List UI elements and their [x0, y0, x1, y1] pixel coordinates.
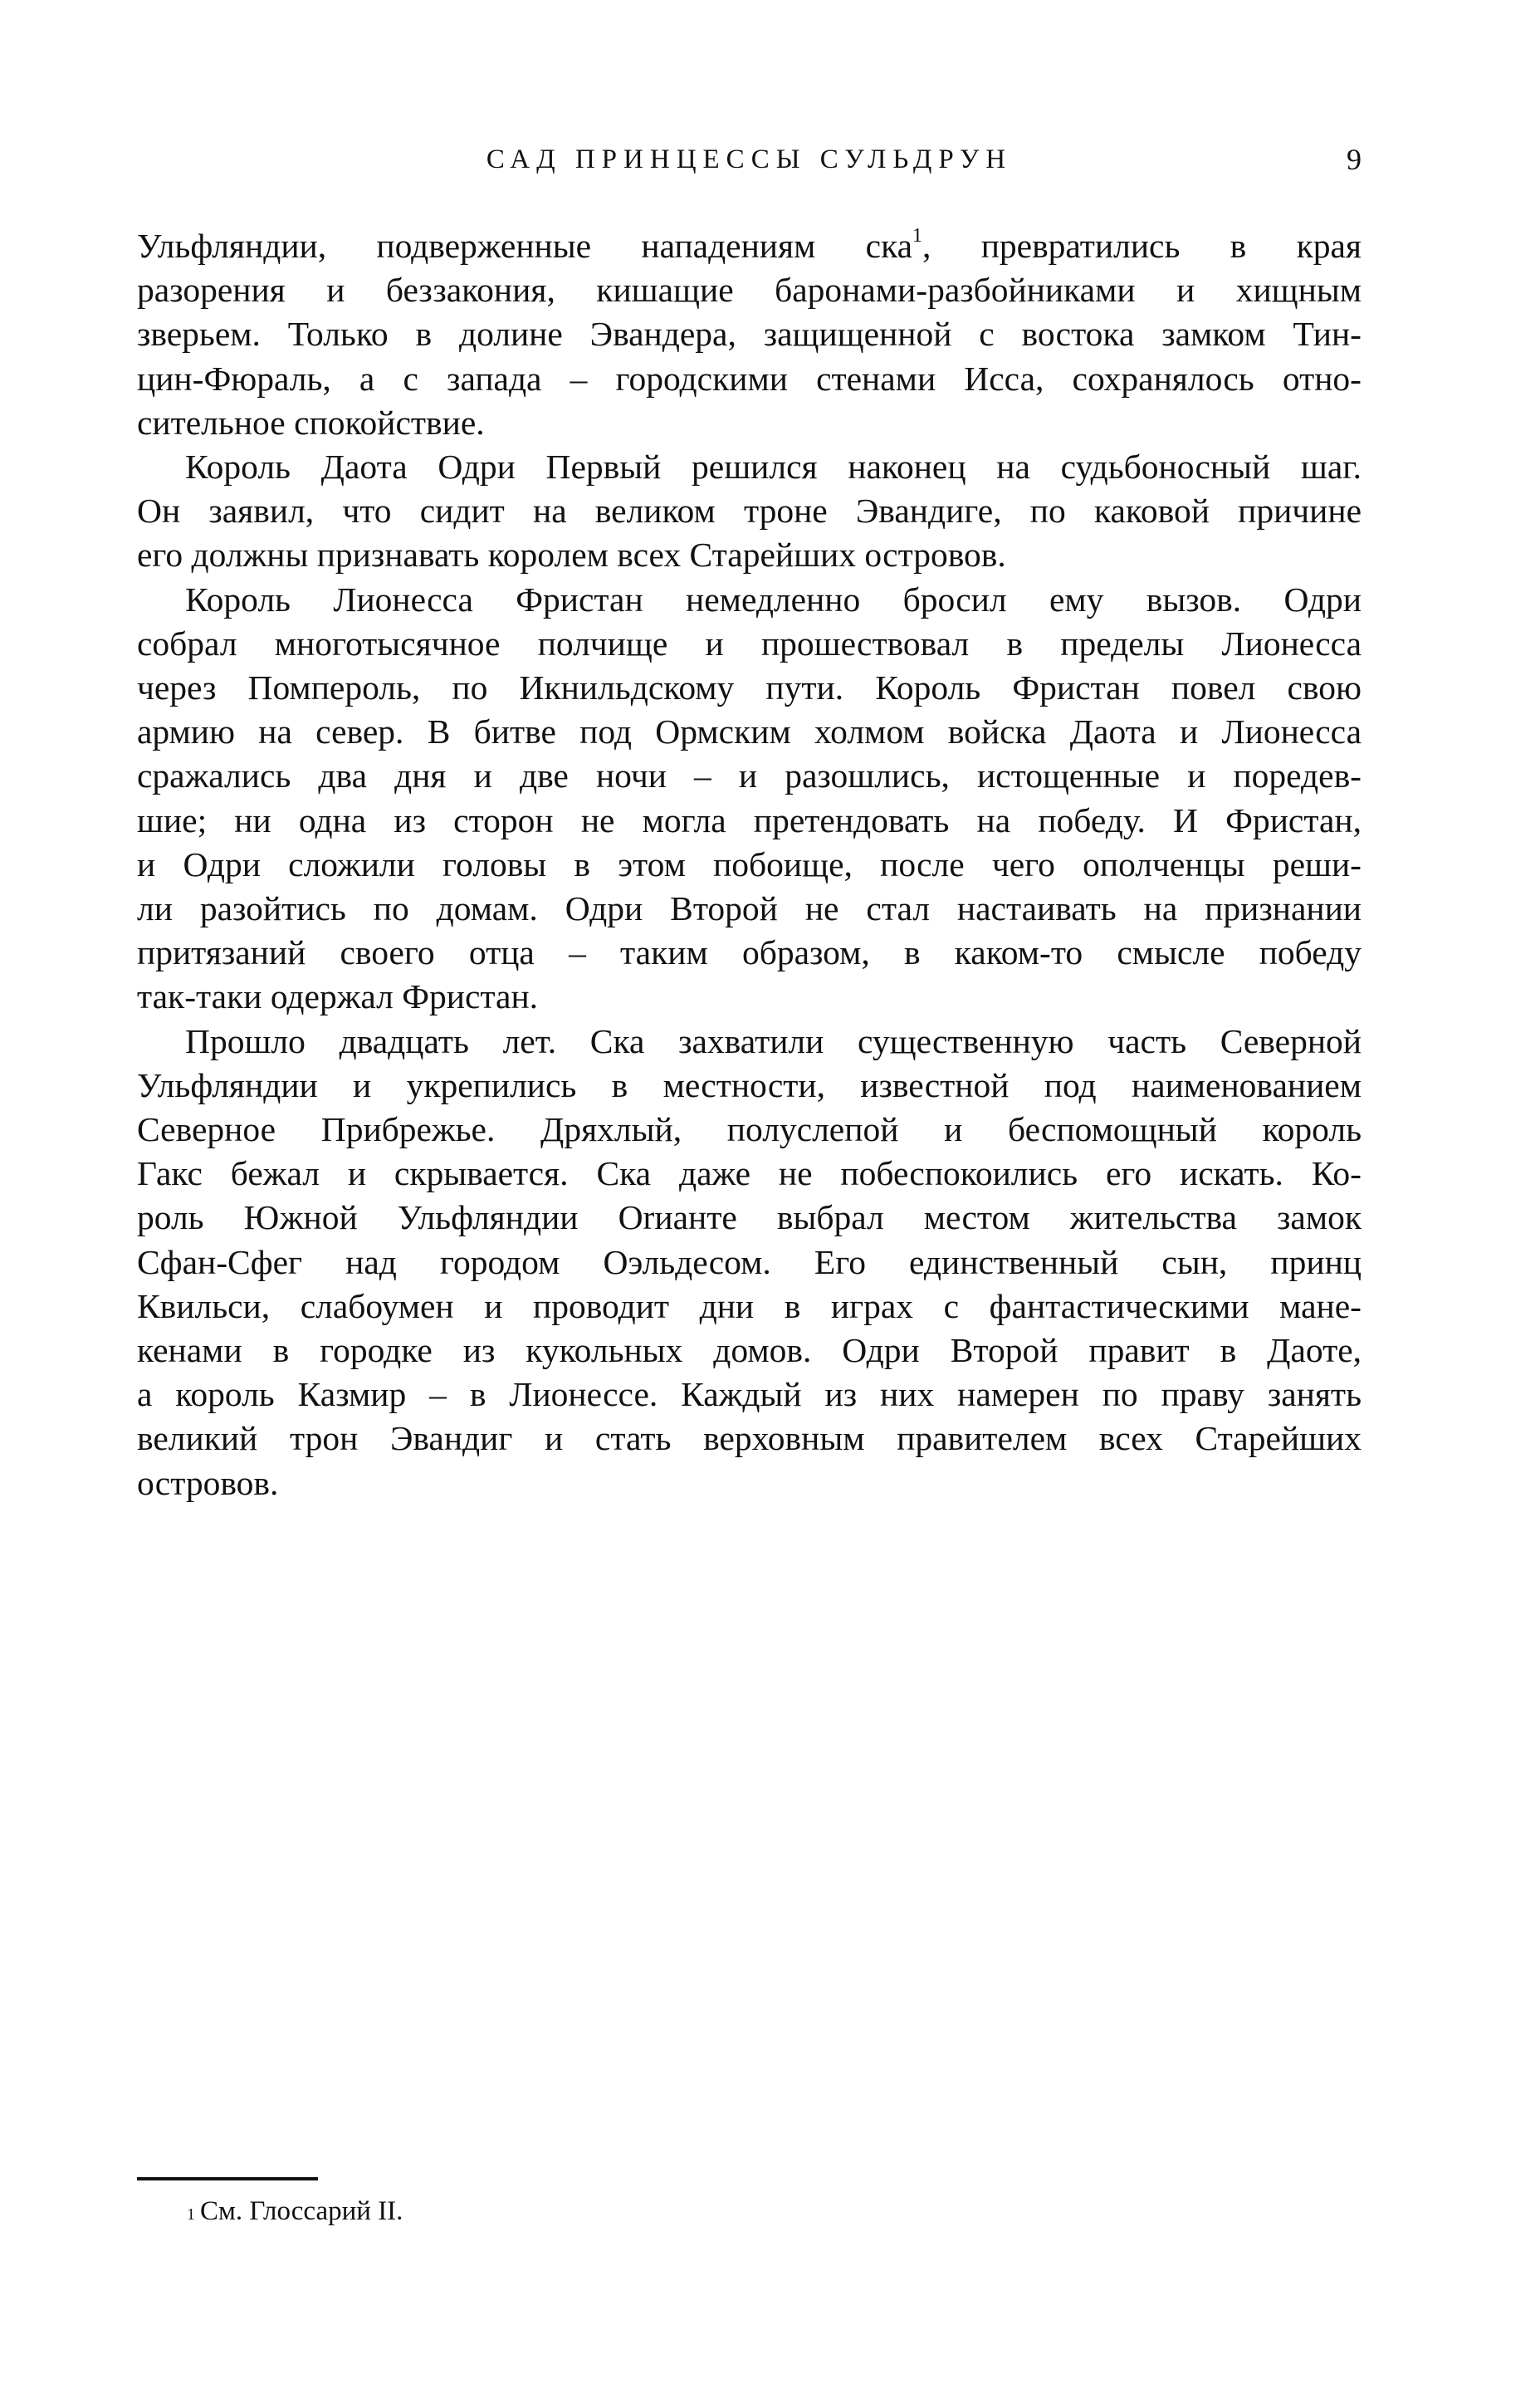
footnote-rule — [137, 2177, 318, 2180]
footnote-text: См. Глоссарий II. — [200, 2196, 403, 2226]
text-line: Ульфляндии и укрепились в местности, известной под наименованием — [137, 1065, 1362, 1104]
text-line: великий трон Эвандиг и стать верховным правителем всех Старейших — [137, 1419, 1362, 1458]
text-line: разорения и беззакония, кишащие баронами-разбойниками и хищным — [137, 271, 1362, 310]
text-fragment: , превратились в края — [922, 227, 1362, 265]
text-line: а король Казмир – в Лионессе. Каждый из них намерен по праву занять — [137, 1375, 1362, 1414]
text-line: Северное Прибрежье. Дряхлый, полуслепой и беспомощный король — [137, 1110, 1362, 1149]
text-line: армию на север. В битве под Ормским холмом войска Даота и Лионесса — [137, 712, 1362, 751]
text-line: через Помпероль, по Икнильдскому пути. Король Фристан повел свою — [137, 668, 1362, 707]
text-line: Король Лионесса Фристан немедленно бросил ему вызов. Одри — [185, 580, 1362, 619]
text-line: собрал многотысячное полчище и прошествовал в пределы Лионесса — [137, 624, 1362, 663]
paragraph-1 — [137, 224, 1362, 445]
text-line: притязаний своего отца – таким образом, в каком-то смысле победу — [137, 933, 1362, 972]
text-line: Гакс бежал и скрывается. Ска даже не побеспокоились его искать. Ко- — [137, 1154, 1362, 1193]
text-line: сражались два дня и две ночи – и разошлись, истощенные и поредев- — [137, 756, 1362, 795]
footnote-reference[interactable]: 1 — [912, 225, 923, 247]
text-line: цин-Фюраль, а с запада – городскими стенами Исса, сохранялось отно- — [137, 359, 1362, 398]
text-line: Сфан-Сфег над городом Оэльдесом. Его единственный сын, принц — [137, 1242, 1362, 1281]
footnote — [187, 2190, 403, 2232]
text-line: Он заявил, что сидит на великом троне Эвандиге, по каковой причине — [137, 492, 1362, 531]
text-line: роль Южной Ульфляндии Orианте выбрал местом жительства замок — [137, 1198, 1362, 1237]
paragraph-2 — [137, 445, 1362, 578]
running-head-title: САД ПРИНЦЕССЫ СУЛЬДРУН — [486, 144, 1013, 174]
paragraph-4 — [137, 1020, 1362, 1505]
running-head — [137, 135, 1362, 184]
text-line: сительное спокойствие. — [137, 403, 485, 442]
body-text — [137, 224, 1362, 1505]
paragraph-3 — [137, 578, 1362, 1020]
text-line: островов. — [137, 1463, 279, 1502]
footnote-marker: 1 — [187, 2205, 195, 2224]
text-line: шие; ни одна из сторон не могла претендовать на победу. И Фристан, — [137, 800, 1362, 839]
page-number: 9 — [1347, 143, 1362, 176]
text-line — [137, 224, 1362, 268]
text-line: кенами в городке из кукольных домов. Одри Второй правит в Даоте, — [137, 1331, 1362, 1370]
text-line: так-таки одержал Фристан. — [137, 977, 539, 1016]
text-line: Прошло двадцать лет. Ска захватили существенную часть Северной — [185, 1021, 1362, 1060]
text-line: Квильси, слабоумен и проводит дни в играх с фантастическими мане- — [137, 1286, 1362, 1325]
text-fragment: Ульфляндии, подверженные нападениям ска — [137, 227, 913, 265]
text-line: и Одри сложили головы в этом побоище, после чего ополченцы реши- — [137, 844, 1362, 883]
text-line: ли разойтись по домам. Одри Второй не стал настаивать на признании — [137, 889, 1362, 928]
text-line: зверьем. Только в долине Эвандера, защищенной с востока замком Тин- — [137, 315, 1362, 354]
text-line: Король Даота Одри Первый решился наконец на судьбоносный шаг. — [185, 448, 1362, 487]
text-line: его должны признавать королем всех Старейших островов. — [137, 536, 1006, 575]
